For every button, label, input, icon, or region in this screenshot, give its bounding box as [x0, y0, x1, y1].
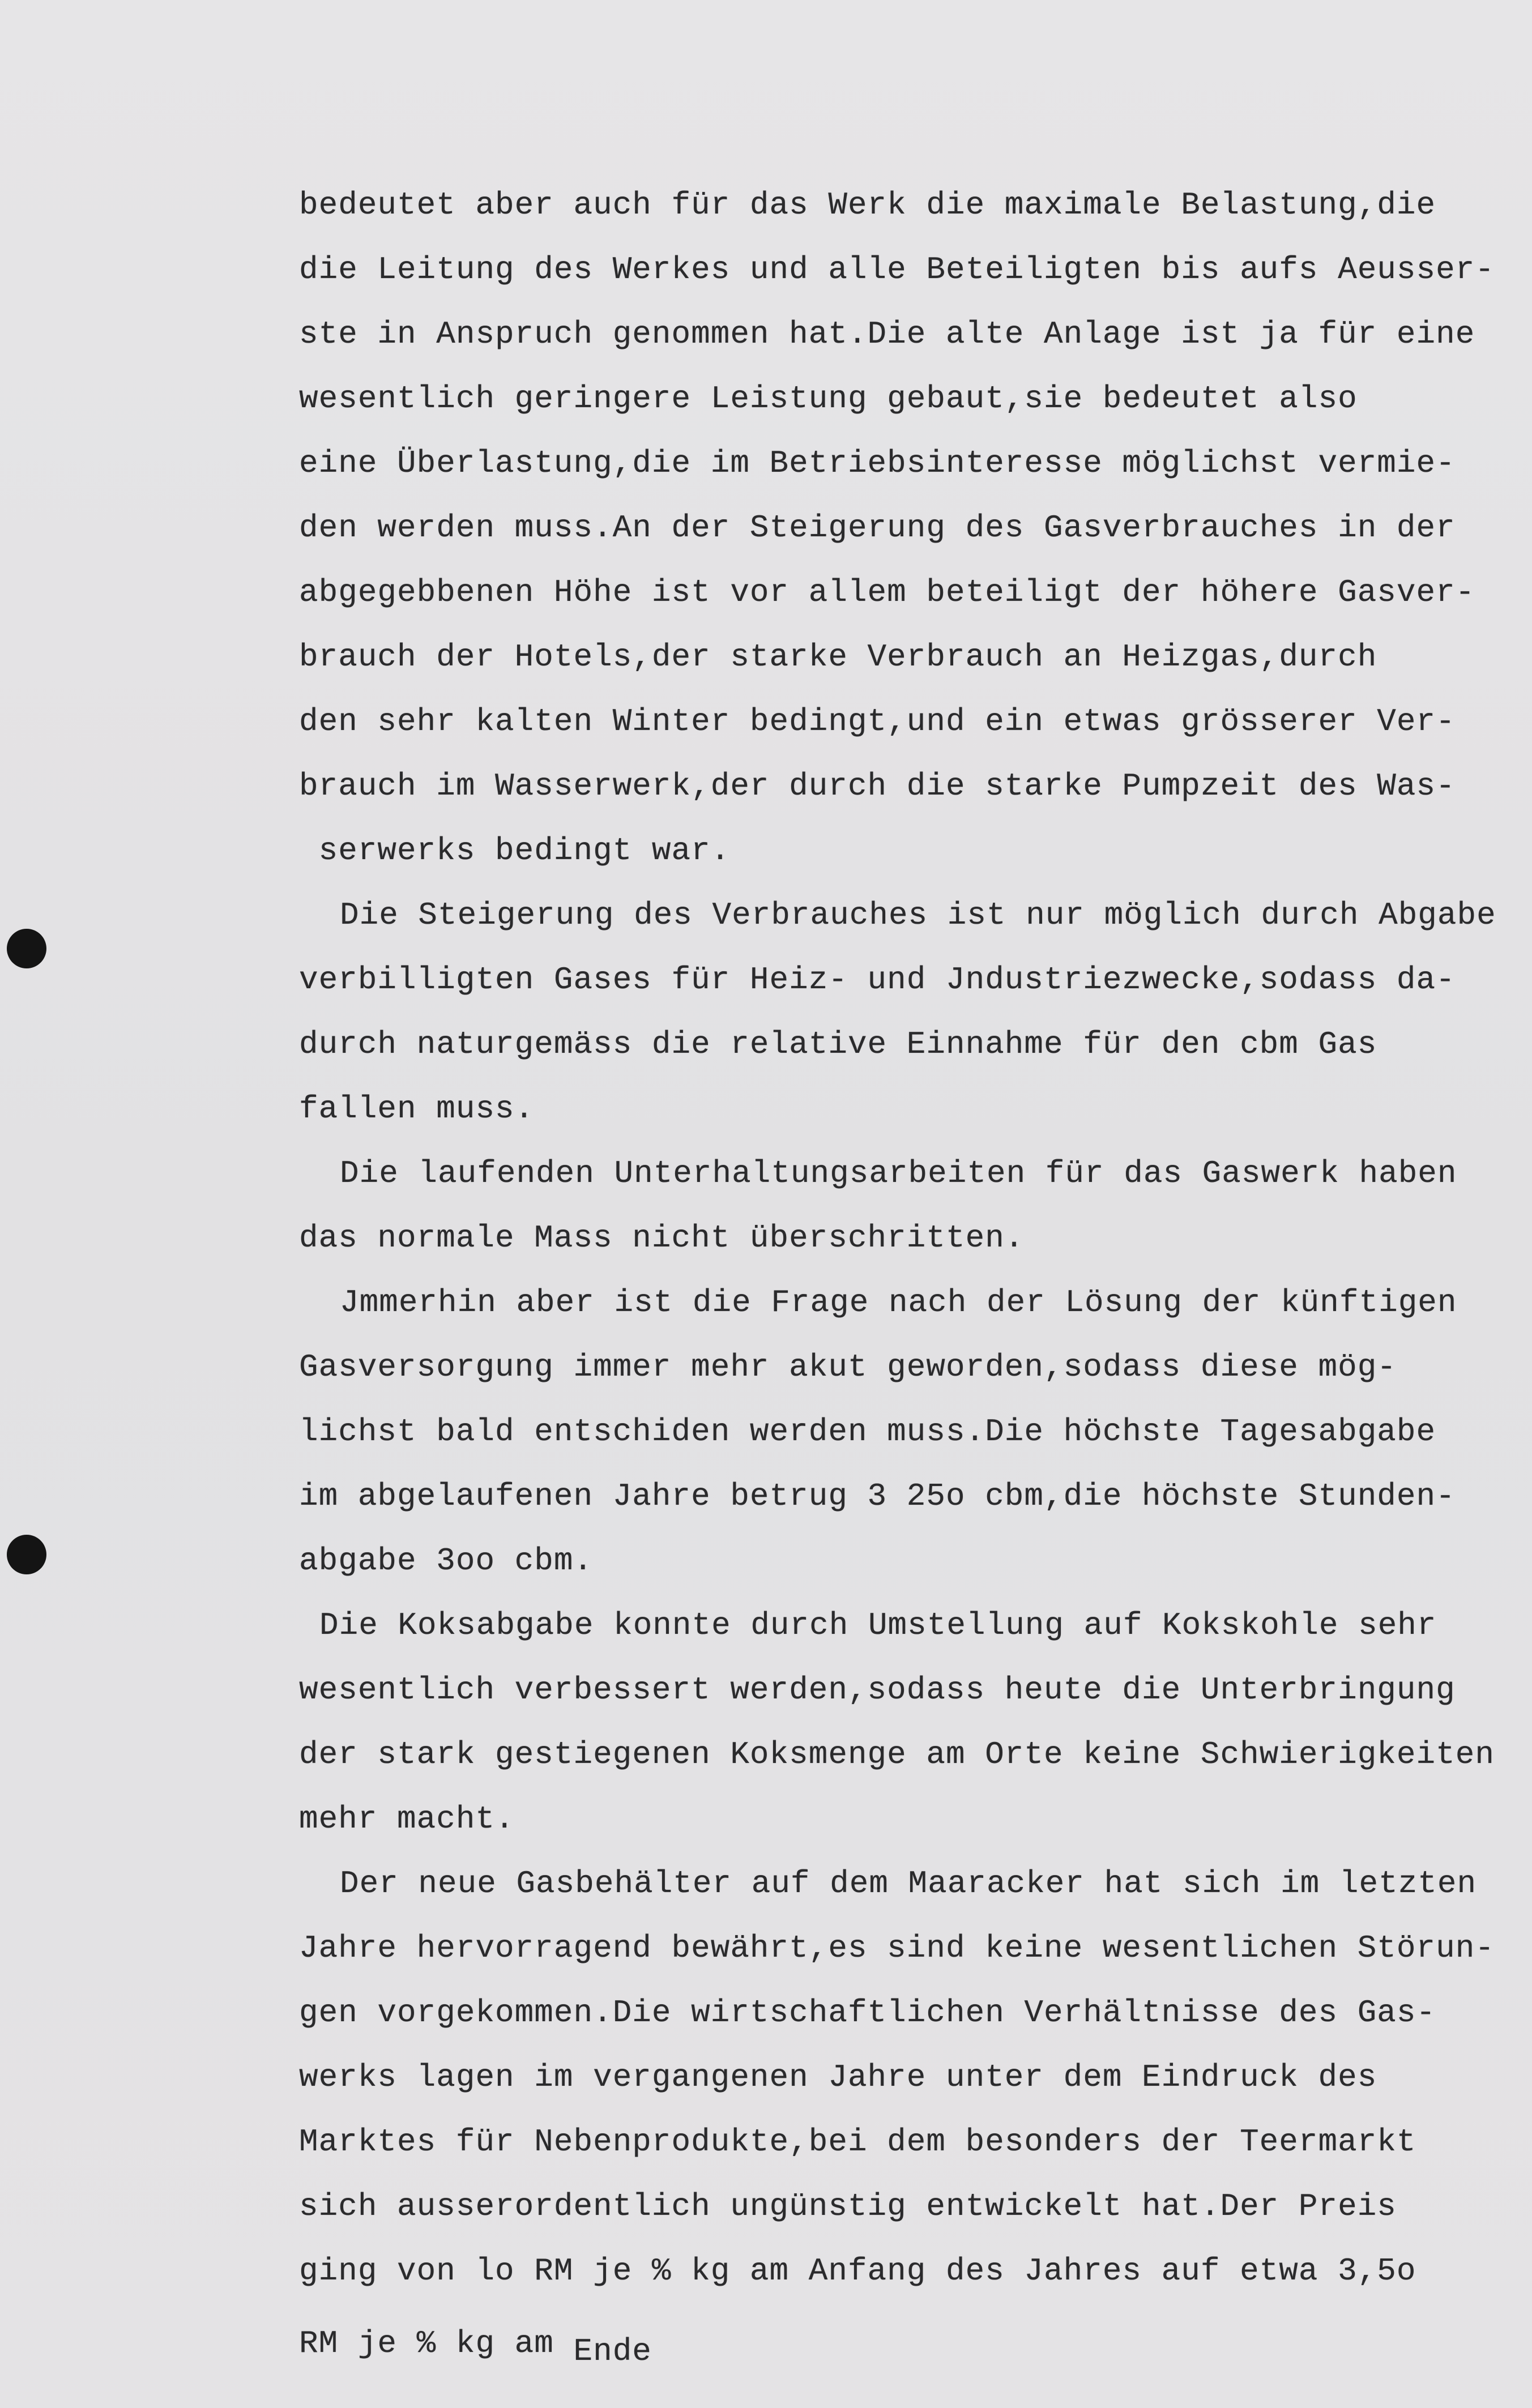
- text-line: eine Überlastung,die im Betriebsinteresse möglichst vermie-: [299, 445, 1456, 481]
- paragraph-start-line: Der neue Gasbehälter auf dem Maaracker hat sich im letzten: [340, 1865, 1477, 1902]
- paragraph-start-line: Die Steigerung des Verbrauches ist nur möglich durch Abgabe: [340, 897, 1496, 933]
- paragraph-start-line: Die laufenden Unterhaltungsarbeiten für das Gaswerk haben: [340, 1155, 1457, 1192]
- text-line: abgegebbenen Höhe ist vor allem beteiligt der höhere Gasver-: [299, 574, 1475, 610]
- text-line: wesentlich geringere Leistung gebaut,sie bedeutet also: [299, 381, 1358, 417]
- text-line: brauch der Hotels,der starke Verbrauch an Heizgas,durch: [299, 639, 1377, 675]
- text-line: verbilligten Gases für Heiz- und Jndustriezwecke,sodass da-: [299, 962, 1456, 998]
- text-line: sich ausserordentlich ungünstig entwickelt hat.Der Preis: [299, 2188, 1397, 2225]
- text-line: Jahre hervorragend bewährt,es sind keine wesentlichen Störun-: [299, 1930, 1495, 1966]
- text-line: ste in Anspruch genommen hat.Die alte Anlage ist ja für eine: [299, 316, 1475, 352]
- final-line-main: RM je % kg am: [299, 2325, 554, 2362]
- punch-hole-upper: [7, 929, 46, 968]
- text-line: mehr macht.: [299, 1801, 515, 1837]
- text-line: den sehr kalten Winter bedingt,und ein etwas grösserer Ver-: [299, 703, 1456, 740]
- text-line: den werden muss.An der Steigerung des Gasverbrauches in der: [299, 510, 1456, 546]
- text-line: serwerks bedingt war.: [299, 832, 731, 869]
- text-line: lichst bald entschiden werden muss.Die höchste Tagesabgabe: [299, 1414, 1436, 1450]
- text-line: ging von lo RM je % kg am Anfang des Jahres auf etwa 3,5o: [299, 2253, 1416, 2289]
- text-line: durch naturgemäss die relative Einnahme für den cbm Gas: [299, 1026, 1377, 1062]
- text-line: Gasversorgung immer mehr akut geworden,sodass diese mög-: [299, 1349, 1397, 1385]
- final-line-dropped-word: Ende: [573, 2333, 652, 2369]
- paragraph-start-line: Die Koksabgabe konnte durch Umstellung auf Kokskohle sehr: [319, 1607, 1437, 1643]
- text-line: abgabe 3oo cbm.: [299, 1543, 594, 1579]
- final-text-line: [299, 2311, 1522, 2376]
- text-line: im abgelaufenen Jahre betrug 3 25o cbm,die höchste Stunden-: [299, 1478, 1456, 1514]
- text-line: der stark gestiegenen Koksmenge am Orte keine Schwierigkeiten: [299, 1736, 1495, 1773]
- text-line: fallen muss.: [299, 1091, 535, 1127]
- text-line: gen vorgekommen.Die wirtschaftlichen Verhältnisse des Gas-: [299, 1995, 1436, 2031]
- punch-hole-lower: [7, 1535, 46, 1574]
- text-line: wesentlich verbessert werden,sodass heute die Unterbringung: [299, 1672, 1456, 1708]
- text-line: die Leitung des Werkes und alle Beteiligten bis aufs Aeusser-: [299, 251, 1495, 288]
- typed-body-text: [299, 173, 1522, 2376]
- text-line: brauch im Wasserwerk,der durch die starke Pumpzeit des Was-: [299, 768, 1456, 804]
- text-line: das normale Mass nicht überschritten.: [299, 1220, 1025, 1256]
- paragraph-start-line: Jmmerhin aber ist die Frage nach der Lösung der künftigen: [340, 1284, 1457, 1321]
- text-line: bedeutet aber auch für das Werk die maximale Belastung,die: [299, 187, 1436, 223]
- text-line: werks lagen im vergangenen Jahre unter dem Eindruck des: [299, 2059, 1377, 2095]
- text-line: Marktes für Nebenprodukte,bei dem besonders der Teermarkt: [299, 2124, 1416, 2160]
